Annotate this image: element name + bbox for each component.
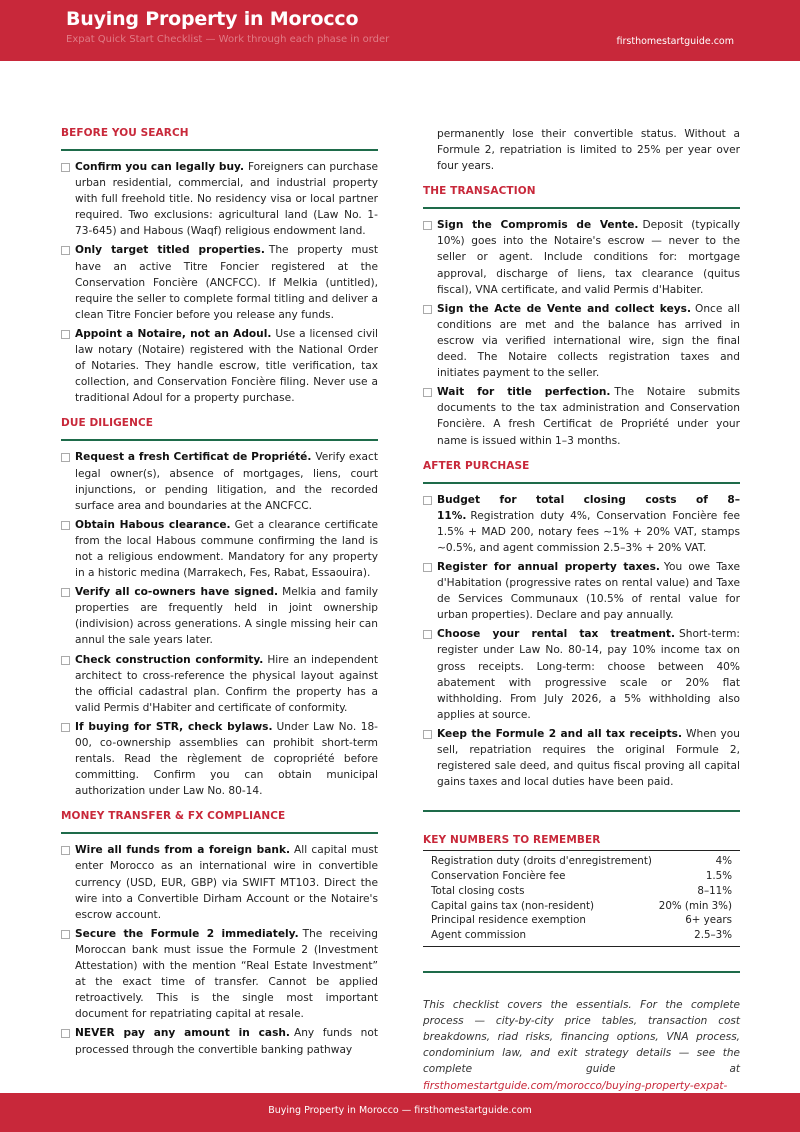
row-value: 2.5–3% xyxy=(694,929,732,942)
table-row xyxy=(431,884,732,899)
item-lead: Appoint a Notaire, not an Adoul. xyxy=(75,327,272,340)
item-lead: Budget for total closing costs of 8–11%. xyxy=(437,493,740,522)
checklist-item xyxy=(61,1025,378,1057)
row-label: Registration duty (droits d'enregistrement) xyxy=(431,855,652,868)
page-subtitle: Expat Quick Start Checklist — Work through each phase in order xyxy=(66,34,390,45)
key-numbers-table xyxy=(423,850,740,947)
item-lead: Sign the Acte de Vente and collect keys. xyxy=(437,302,691,315)
closing-text: This checklist covers the essentials. For the complete process — city-by-city price tables, transaction cost breakdowns, riad risks, financing options, VNA process, condominium law, and exit strategy details — see the complete guide at xyxy=(423,999,740,1076)
section-divider xyxy=(423,971,740,973)
item-body: Get a clearance certificate from the local Habous commune confirming the land is not a religious endowment. Mandatory for any property in a historic medina (Marrakech, Fes, Rabat, Essaouira). xyxy=(75,518,378,580)
table-row xyxy=(431,854,732,869)
guide-link[interactable]: firsthomestartguide.com/morocco/buying-property-expat- xyxy=(423,1079,728,1092)
item-lead: Verify all co-owners have signed. xyxy=(75,586,279,599)
section-heading-due-diligence: DUE DILIGENCE xyxy=(61,417,378,441)
checkbox[interactable] xyxy=(61,163,70,172)
checkbox[interactable] xyxy=(423,221,432,230)
item-body: You owe Taxe d'Habitation (progressive rates on rental value) and Taxe de Services Communaux (10.5% of rental value for urban properties). Declare and pay annually. xyxy=(437,560,740,622)
item-continuation: permanently lose their convertible status. Without a Formule 2, repatriation is limited to 25% per year over four years. xyxy=(437,128,740,173)
item-lead: NEVER pay any amount in cash. xyxy=(75,1027,290,1040)
item-lead: Wire all funds from a foreign bank. xyxy=(75,844,291,857)
item-body: Verify exact legal owner(s), absence of mortgages, liens, court injunctions, or pending litigation, and the recorded surface area and boundaries at the ANCFCC. xyxy=(75,451,378,512)
checklist-item xyxy=(423,626,740,723)
item-body: Hire an independent architect to cross-reference the physical layout against the official cadastral plan. Confirm the property has a valid Permis d'Habiter and certificate of conformity. xyxy=(75,653,378,714)
row-value: 1.5% xyxy=(705,870,732,883)
checkbox[interactable] xyxy=(61,521,70,530)
checklist-item xyxy=(61,326,378,406)
checkbox[interactable] xyxy=(423,388,432,397)
item-body: Deposit (typically 10%) goes into the Notaire's escrow — never to the seller or agent. Include conditions for: mortgage approval, discharge of liens, tax clearance (quitus fiscal), VNA certificate, and valid Permis d'Habiter. xyxy=(437,219,740,296)
section-heading-key-numbers: KEY NUMBERS TO REMEMBER xyxy=(423,834,601,847)
section-heading-money-transfer: MONEY TRANSFER & FX COMPLIANCE xyxy=(61,810,378,834)
checklist-item xyxy=(61,159,378,239)
item-body: All capital must enter Morocco as an international wire in convertible currency (USD, EUR, GBP) via SWIFT MT103. Direct the wire into a Convertible Dirham Account or the Notaire's escrow account. xyxy=(75,844,378,921)
item-lead: Only target titled properties. xyxy=(75,244,265,257)
table-row xyxy=(431,928,732,943)
checkbox[interactable] xyxy=(61,453,70,462)
item-body: Registration duty 4%, Conservation Foncière fee 1.5% + MAD 200, notary fees ∼1% + 20% VAT, stamps ∼0.5%, and agent commission 2.5–3% + 20% VAT. xyxy=(437,509,740,554)
row-value: 6+ years xyxy=(685,914,732,927)
section-heading-after-purchase: AFTER PURCHASE xyxy=(423,460,740,484)
table-row xyxy=(431,899,732,914)
checkbox[interactable] xyxy=(61,930,70,939)
page-footer xyxy=(0,1093,800,1132)
footer-text: Buying Property in Morocco — firsthomestartguide.com xyxy=(268,1105,532,1116)
table-row xyxy=(431,869,732,884)
item-lead: Choose your rental tax treatment. xyxy=(437,628,676,641)
table-row xyxy=(431,913,732,928)
checkbox[interactable] xyxy=(423,305,432,314)
checklist-item xyxy=(423,384,740,448)
item-body: Short-term: register under Law No. 80-14, pay 10% income tax on gross receipts. Long-term: choose between 40% abatement with progressive scale or 20% flat withholding. From July 2026, a 5% withholding also applies at source. xyxy=(437,628,740,721)
row-label: Capital gains tax (non-resident) xyxy=(431,899,595,912)
item-body: When you sell, repatriation requires the original Formule 2, registered sale deed, and quitus fiscal proving all capital gains taxes and local duties have been paid. xyxy=(437,727,741,789)
checkbox[interactable] xyxy=(61,656,70,665)
row-label: Conservation Foncière fee xyxy=(431,870,566,883)
checklist-item xyxy=(61,926,378,1023)
right-column xyxy=(423,126,740,1110)
checklist-item xyxy=(61,242,378,322)
checkbox[interactable] xyxy=(61,846,70,855)
item-body: Under Law No. 18-00, co-ownership assemblies can prohibit short-term rentals. Read the règlement de copropriété before committing. Confirm you can obtain municipal authorization under Law No. 80-14. xyxy=(75,720,379,798)
item-lead: Check construction conformity. xyxy=(75,653,264,666)
checkbox[interactable] xyxy=(423,630,432,639)
item-lead: Request a fresh Certificat de Propriété. xyxy=(75,451,312,464)
item-lead: If buying for STR, check bylaws. xyxy=(75,720,273,733)
page-header xyxy=(0,0,800,61)
item-body: The receiving Moroccan bank must issue the Formule 2 (Investment Attestation) with the mention “Real Estate Investment” at the exact time of transfer. Cannot be applied retroactively. This is the single most important document for repatriating capital at resale. xyxy=(75,927,378,1021)
checklist-item xyxy=(423,492,740,556)
section-heading-the-transaction: THE TRANSACTION xyxy=(423,185,740,209)
checkbox[interactable] xyxy=(423,730,432,739)
checklist-item xyxy=(61,449,378,513)
row-label: Total closing costs xyxy=(431,884,525,897)
checklist-item xyxy=(423,301,740,381)
item-body: The property must have an active Titre Foncier registered at the Conservation Foncière (ANCFCC). If Melkia (untitled), require the seller to complete formal titling and deliver a clean Titre Foncier before you release any funds. xyxy=(75,244,378,321)
item-lead: Register for annual property taxes. xyxy=(437,560,660,573)
checkbox[interactable] xyxy=(423,496,432,505)
item-body: Once all conditions are met and the balance has arrived in escrow via verified international wire, sign the final deed. The Notaire collects registration taxes and initiates payment to the seller. xyxy=(437,302,741,380)
row-value: 8–11% xyxy=(697,884,732,897)
item-body: Use a licensed civil law notary (Notaire) registered with the National Order of Notaries. They handle escrow, title verification, tax collection, and Conservation Foncière filing. Never use a traditional Adoul for a property purchase. xyxy=(75,327,378,405)
checkbox[interactable] xyxy=(61,246,70,255)
item-lead: Keep the Formule 2 and all tax receipts. xyxy=(437,727,683,740)
row-value: 20% (min 3%) xyxy=(658,899,732,912)
checkbox[interactable] xyxy=(61,1029,70,1038)
checklist-item xyxy=(61,584,378,648)
checklist-item xyxy=(61,517,378,581)
row-value: 4% xyxy=(715,855,732,868)
checkbox[interactable] xyxy=(423,563,432,572)
item-lead: Secure the Formule 2 immediately. xyxy=(75,927,299,940)
section-divider xyxy=(423,810,740,812)
item-lead: Confirm you can legally buy. xyxy=(75,161,244,173)
item-body: Melkia and family properties are frequently held in joint ownership (indivision) across generations. A single missing heir can annul the sale years later. xyxy=(75,586,378,647)
checkbox[interactable] xyxy=(61,588,70,597)
checklist-item xyxy=(61,842,378,922)
page-title: Buying Property in Morocco xyxy=(66,8,359,30)
checklist-item xyxy=(61,719,378,799)
checkbox[interactable] xyxy=(61,330,70,339)
checklist-item xyxy=(423,559,740,623)
checklist-item xyxy=(423,726,740,790)
row-label: Principal residence exemption xyxy=(431,914,586,927)
item-lead: Obtain Habous clearance. xyxy=(75,518,231,531)
checklist-item xyxy=(61,652,378,716)
item-body: Any funds not processed through the convertible banking pathway xyxy=(75,1027,378,1056)
item-lead: Sign the Compromis de Vente. xyxy=(437,219,639,232)
checkbox[interactable] xyxy=(61,723,70,732)
header-url: firsthomestartguide.com xyxy=(616,36,734,47)
checklist-item xyxy=(423,217,740,297)
item-body: Foreigners can purchase urban residential, commercial, and industrial property with full freehold title. No residency visa or local partner required. Two exclusions: agricultural land (Law No. 1-73-645) and Habous (Waqf) religious endowment land. xyxy=(75,161,378,238)
section-heading-before-you-search: BEFORE YOU SEARCH xyxy=(61,127,378,151)
item-body: The Notaire submits documents to the tax administration and Conservation Foncière. A fresh Certificat de Propriété under your name is issued within 1–3 months. xyxy=(437,386,740,447)
row-label: Agent commission xyxy=(431,929,527,942)
item-lead: Wait for title perfection. xyxy=(437,386,611,399)
left-column xyxy=(61,127,378,1061)
